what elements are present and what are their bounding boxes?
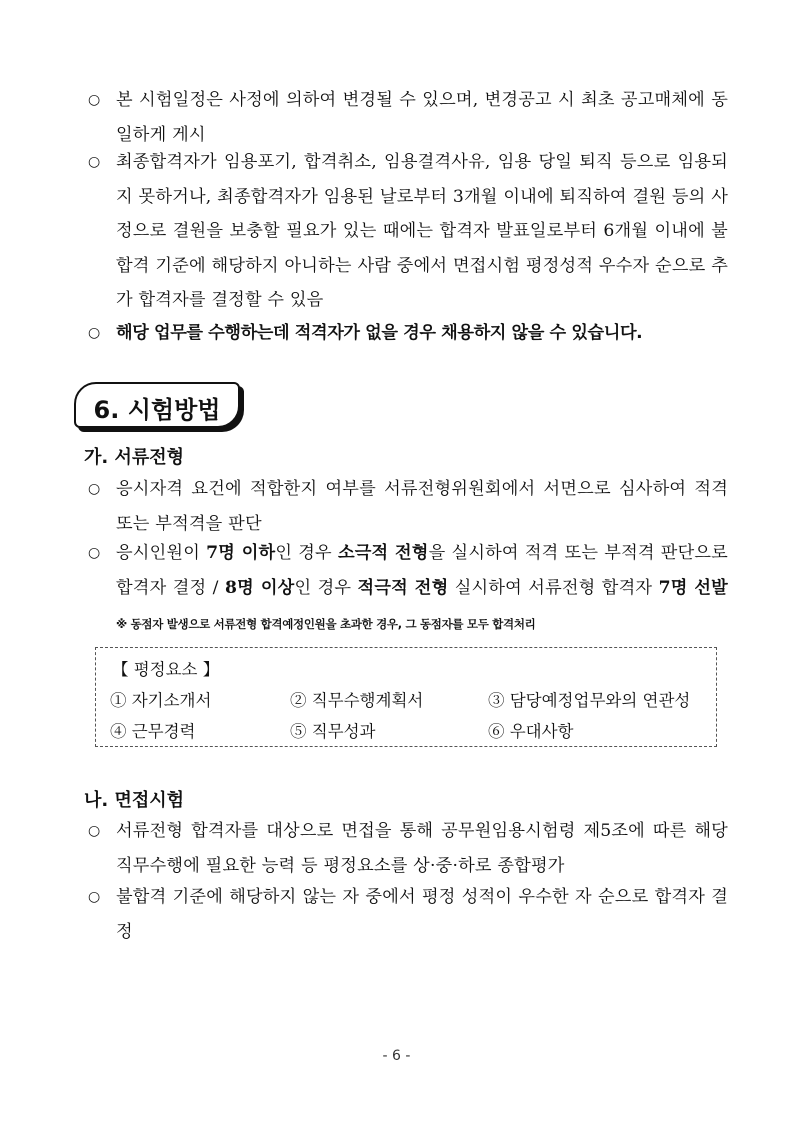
page-number: - 6 -	[382, 1048, 411, 1064]
screening-bullet-2	[88, 536, 728, 642]
text-run: 을 실시하여 적격 또는 부적격 판단으로 합격자 결정 /	[116, 543, 728, 598]
bullet-circle-icon: ○	[88, 481, 101, 497]
criteria-item: ② 직무수행계획서	[290, 691, 424, 710]
bullet-circle-icon: ○	[88, 325, 101, 341]
emphasis-passive-screening: 소극적 전형	[337, 543, 429, 563]
notice-additional-hire	[88, 145, 728, 318]
text-run: 인 경우	[275, 543, 338, 563]
bullet-circle-icon: ○	[88, 823, 101, 839]
bullet-circle-icon: ○	[88, 545, 101, 561]
subsection-title-interview: 나. 면접시험	[84, 790, 185, 811]
bullet-text: 응시자격 요건에 적합한지 여부를 서류전형위원회에서 서면으로 심사하여 적격 또는 부적격을 판단	[116, 479, 728, 534]
notice-no-hire	[88, 316, 728, 351]
bullet-circle-icon: ○	[88, 92, 101, 108]
criteria-item: ③ 담당예정업무와의 연관성	[488, 691, 691, 710]
criteria-item: ⑥ 우대사항	[488, 722, 574, 741]
text-run: 응시인원이	[116, 543, 207, 563]
subsection-title-document-screening: 가. 서류전형	[84, 447, 185, 468]
bullet-text: 서류전형 합격자를 대상으로 면접을 통해 공무원임용시험령 제5조에 따른 해당 직무수행에 필요한 능력 등 평정요소를 상·중·하로 종합평가	[116, 821, 728, 876]
bullet-text: 최종합격자가 임용포기, 합격취소, 임용결격사유, 임용 당일 퇴직 등으로 임용되지 못하거나, 최종합격자가 임용된 날로부터 3개월 이내에 퇴직하여 결원 등의 사정으로 결원을 보충할 필요가 있는 때에는 합격자 발표일로부터 6개월 이내에 불합격 기준에 해당하지 아니하는 사람 중에서 면접시험 평정성적 우수자 순으로 추가 합격자를 결정할 수 있음	[116, 152, 728, 310]
emphasis-7-or-less: 7명 이하	[206, 543, 276, 563]
bullet-text: 본 시험일정은 사정에 의하여 변경될 수 있으며, 변경공고 시 최초 공고매체에 동일하게 게시	[116, 90, 728, 145]
screening-bullet-1	[88, 472, 728, 541]
criteria-item: ④ 근무경력	[110, 722, 196, 741]
emphasis-8-or-more: 8명 이상	[225, 577, 295, 598]
criteria-title: 【 평정요소 】	[112, 660, 220, 679]
section-title: 6. 시험방법	[93, 396, 221, 424]
text-run: 실시하여 서류전형 합격자	[448, 577, 659, 598]
bullet-circle-icon: ○	[88, 154, 101, 170]
text-run: 인 경우	[294, 577, 358, 598]
emphasis-active-screening: 적극적 전형	[357, 577, 449, 598]
evaluation-criteria-box	[95, 647, 717, 747]
bullet-text: 불합격 기준에 해당하지 않는 자 중에서 평정 성적이 우수한 자 순으로 합격자 결정	[116, 887, 728, 942]
bullet-text	[88, 536, 728, 642]
bullet-text-bold: 해당 업무를 수행하는데 적격자가 없을 경우 채용하지 않을 수 있습니다.	[116, 323, 643, 343]
criteria-item: ① 자기소개서	[110, 691, 212, 710]
interview-bullet-2	[88, 880, 728, 949]
section-heading-box	[74, 382, 240, 428]
bullet-circle-icon: ○	[88, 889, 101, 905]
emphasis-select-7: 7명 선발	[658, 577, 728, 598]
criteria-item: ⑤ 직무성과	[290, 722, 376, 741]
notice-schedule-change	[88, 83, 728, 152]
interview-bullet-1	[88, 814, 728, 883]
tie-note: ※ 동점자 발생으로 서류전형 합격예정인원을 초과한 경우, 그 동점자를 모두 합격처리	[116, 617, 536, 631]
